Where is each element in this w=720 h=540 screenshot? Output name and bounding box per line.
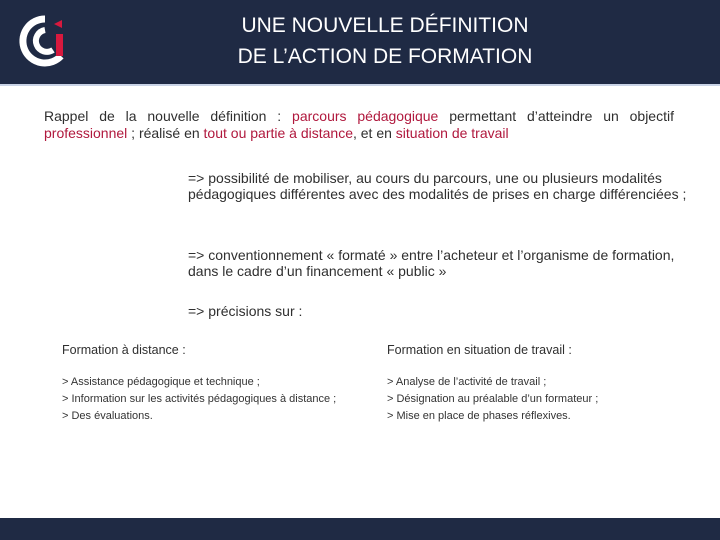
list-item: > Mise en place de phases réflexives. [387, 410, 571, 422]
title-line-1: UNE NOUVELLE DÉFINITION [241, 14, 529, 37]
title-line-2: DE L’ACTION DE FORMATION [237, 45, 533, 68]
list-situation [387, 374, 687, 425]
highlight-situation: situation de travail [395, 125, 509, 141]
list-distance [62, 374, 352, 425]
column-title-situation: Formation en situation de travail : [387, 343, 572, 357]
page-title [90, 10, 680, 72]
list-item: > Analyse de l’activité de travail ; [387, 376, 547, 388]
column-title-distance: Formation à distance : [62, 343, 186, 357]
definition-text-2: ; réalisé en [127, 125, 204, 141]
footer-bar [0, 518, 720, 540]
highlight-professionnel: professionnel [44, 125, 128, 141]
definition-text-1: permettant d’atteindre un objectif [438, 108, 674, 124]
point-conventionnement: => conventionnement « formaté » entre l’acheteur et l’organisme de formation, dans le cadre d’un financement « public » [188, 247, 675, 279]
cci-logo-icon [16, 12, 74, 70]
definition-paragraph [44, 108, 674, 142]
list-item: > Assistance pédagogique et technique ; [62, 376, 260, 388]
highlight-distance: tout ou partie à distance [203, 125, 353, 141]
list-item: > Désignation au préalable d’un formateur ; [387, 393, 599, 405]
definition-text-3: , et en [352, 125, 396, 141]
header-bar [0, 0, 720, 86]
list-item: > Des évaluations. [62, 410, 153, 422]
point-precisions: => précisions sur : [188, 303, 303, 319]
highlight-parcours: parcours pédagogique [292, 108, 439, 124]
definition-lead: Rappel de la nouvelle définition : [44, 108, 282, 124]
list-item: > Information sur les activités pédagogiques à distance ; [62, 393, 337, 405]
point-modalites: => possibilité de mobiliser, au cours du parcours, une ou plusieurs modalités pédagogiques différentes avec des modalités de prises en charge différenciées ; [188, 170, 687, 202]
